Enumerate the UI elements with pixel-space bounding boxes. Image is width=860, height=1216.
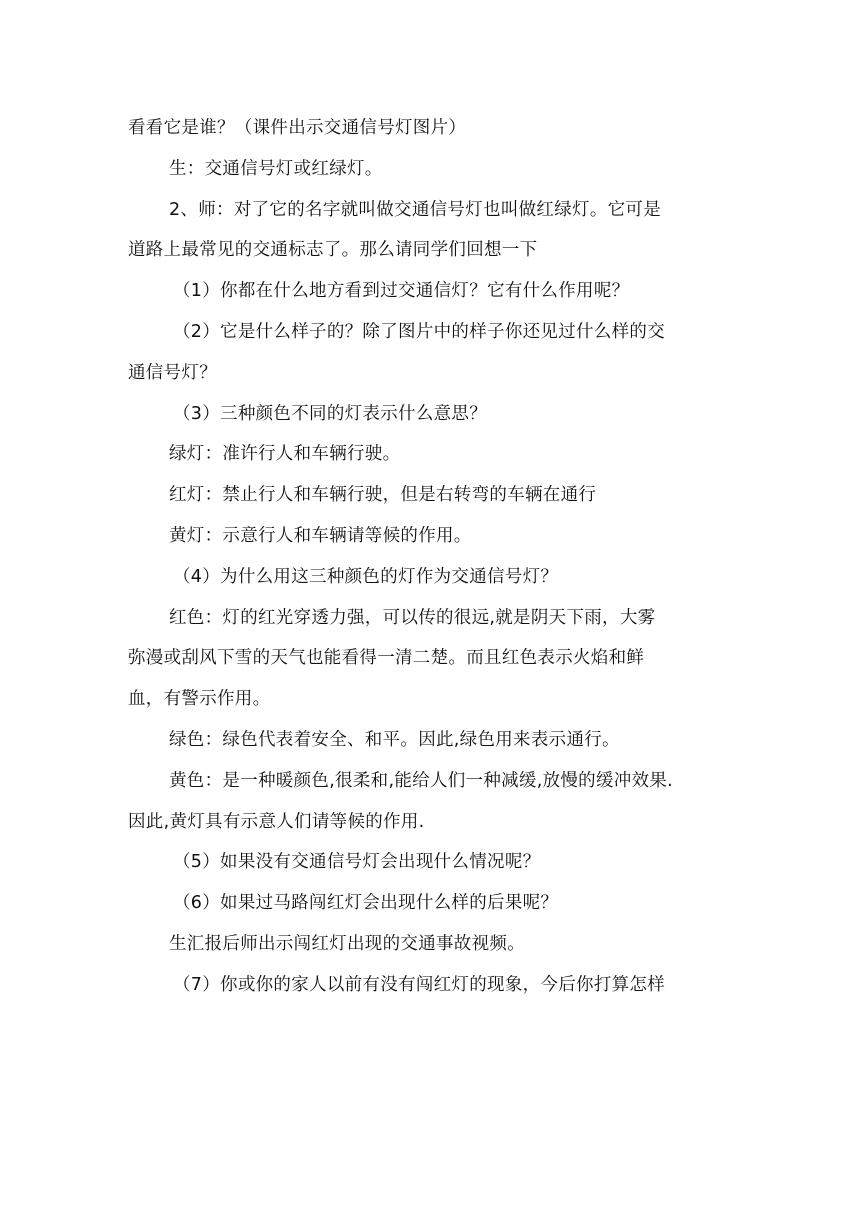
text-line: （1）你都在什么地方看到过交通信灯？它有什么作用呢？ (173, 281, 630, 302)
text-line: （3）三种颜色不同的灯表示什么意思？ (173, 403, 488, 424)
text-line: 道路上最常见的交通标志了。那么请同学们回想一下 (128, 240, 538, 261)
text-line: 黄色：是一种暖颜色,很柔和,能给人们一种减缓,放慢的缓冲效果. (169, 770, 674, 791)
text-line: （6）如果过马路闯红灯会出现什么样的后果呢？ (173, 893, 559, 914)
text-line: 通信号灯？ (128, 362, 217, 383)
text-line: 绿灯：准许行人和车辆行驶。 (169, 444, 401, 465)
text-line: 红灯：禁止行人和车辆行驶，但是右转弯的车辆在通行 (169, 485, 597, 506)
text-line: 弥漫或刮风下雪的天气也能看得一清二楚。而且红色表示火焰和鲜 (128, 648, 645, 669)
text-line: 生：交通信号灯或红绿灯。 (169, 158, 383, 179)
document-body (128, 108, 738, 1006)
text-line: 血，有警示作用。 (128, 689, 271, 710)
text-line: （4）为什么用这三种颜色的灯作为交通信号灯？ (173, 566, 559, 587)
text-line: 看看它是谁？（课件出示交通信号灯图片） (128, 118, 467, 138)
text-line: （7）你或你的家人以前有没有闯红灯的现象，今后你打算怎样 (173, 974, 666, 995)
text-line: 绿色：绿色代表着安全、和平。因此,绿色用来表示通行。 (169, 729, 620, 750)
text-line: 黄灯：示意行人和车辆请等候的作用。 (169, 525, 472, 546)
text-line: （5）如果没有交通信号灯会出现什么情况呢？ (173, 852, 541, 873)
text-line: （2）它是什么样子的？除了图片中的样子你还见过什么样的交 (173, 321, 666, 342)
text-line: 因此,黄灯具有示意人们请等候的作用. (128, 811, 425, 832)
text-line: 2、师：对了它的名字就叫做交通信号灯也叫做红绿灯。它可是 (169, 199, 662, 220)
text-line: 红色：灯的红光穿透力强，可以传的很远,就是阴天下雨，大雾 (169, 607, 656, 628)
text-line: 生汇报后师出示闯红灯出现的交通事故视频。 (169, 933, 525, 954)
